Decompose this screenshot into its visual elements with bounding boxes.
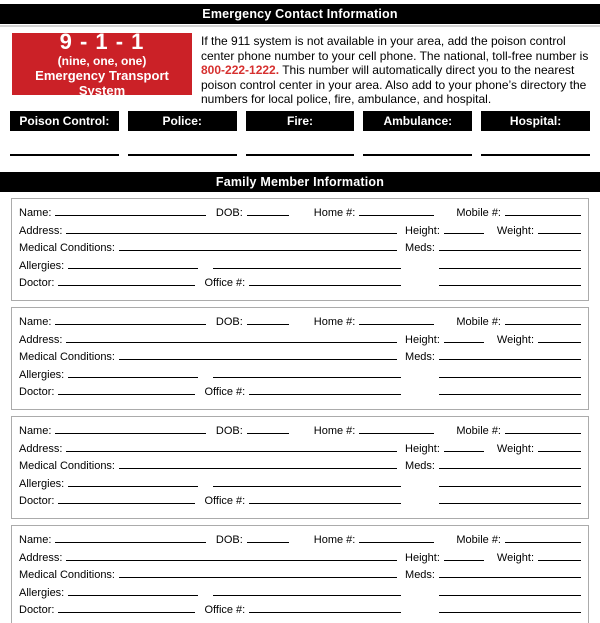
allergies-row (19, 367, 581, 385)
meds-field-line (439, 359, 581, 360)
allergies-label: Allergies: (19, 477, 65, 490)
dob-label: DOB: (215, 425, 243, 437)
emergency-911-caption: Emergency Transport System (35, 68, 169, 98)
address-row (19, 223, 581, 241)
office-phone-field-line (249, 285, 401, 286)
height-field-line (444, 560, 484, 561)
contact-col-police (128, 111, 237, 156)
doctor-label: Doctor: (19, 277, 55, 290)
doctor-label: Doctor: (19, 386, 55, 399)
medical-conditions-field-line (119, 468, 397, 469)
weight-field-line (538, 342, 581, 343)
allergies-row (19, 258, 581, 276)
home-phone-label: Home #: (313, 425, 356, 437)
contact-col-ambulance (363, 111, 472, 156)
emergency-911-subtitle: (nine, one, one) (57, 54, 147, 68)
top-section (0, 27, 600, 111)
name-label: Name: (19, 207, 52, 219)
medical-conditions-label: Medical Conditions: (19, 242, 115, 255)
medical-conditions-row (19, 567, 581, 585)
weight-label: Weight: (496, 224, 534, 237)
mobile-phone-label: Mobile #: (456, 425, 501, 437)
name-label: Name: (19, 316, 52, 328)
height-label: Height: (405, 551, 440, 564)
doctor-row (19, 384, 581, 402)
weight-field-line (538, 560, 581, 561)
home-phone-field-line (359, 324, 434, 325)
address-label: Address: (19, 442, 63, 455)
poison-control-fill-line (10, 154, 119, 156)
mobile-phone-field-line (505, 542, 581, 543)
allergies-continuation-line (213, 268, 401, 269)
meds-continuation-line-1 (439, 595, 581, 596)
allergies-row (19, 476, 581, 494)
mobile-phone-field-line (505, 324, 581, 325)
mobile-phone-label: Mobile #: (456, 207, 501, 219)
instructions-text-after: This number will automatically direct you to the nearest poison control center in your area. Also add to your phone’s directory the numbers for local police, fire, ambulance, and hospital. (201, 63, 587, 107)
address-field-line (66, 560, 397, 561)
medical-conditions-label: Medical Conditions: (19, 351, 115, 364)
doctor-label: Doctor: (19, 604, 55, 617)
address-field-line (66, 451, 397, 452)
medical-conditions-label: Medical Conditions: (19, 460, 115, 473)
dob-field-line (247, 324, 289, 325)
address-label: Address: (19, 551, 63, 564)
address-label: Address: (19, 224, 63, 237)
dob-label: DOB: (215, 534, 243, 546)
mobile-phone-label: Mobile #: (456, 316, 501, 328)
office-phone-label: Office #: (204, 604, 246, 617)
contact-label-poison-control: Poison Control: (10, 111, 119, 131)
office-phone-field-line (249, 394, 401, 395)
office-phone-label: Office #: (204, 277, 246, 290)
allergies-field-line (68, 595, 198, 596)
doctor-row (19, 602, 581, 620)
meds-field-line (439, 468, 581, 469)
family-member-block (11, 307, 589, 410)
family-members-list (11, 198, 589, 623)
allergies-field-line (68, 486, 198, 487)
dob-label: DOB: (215, 207, 243, 219)
address-row (19, 550, 581, 568)
dob-label: DOB: (215, 316, 243, 328)
dob-field-line (247, 433, 289, 434)
doctor-row (19, 493, 581, 511)
contact-labels-row (10, 111, 590, 156)
address-row (19, 441, 581, 459)
name-field-line (55, 215, 205, 216)
name-label: Name: (19, 534, 52, 546)
family-header-title: Family Member Information (215, 175, 385, 189)
height-field-line (444, 342, 484, 343)
contact-col-hospital (481, 111, 590, 156)
address-label: Address: (19, 333, 63, 346)
allergies-row (19, 585, 581, 603)
office-phone-label: Office #: (204, 386, 246, 399)
emergency-911-number: 9 - 1 - 1 (59, 29, 145, 54)
doctor-field-line (58, 394, 195, 395)
meds-continuation-line-2 (439, 285, 581, 286)
allergies-field-line (68, 268, 198, 269)
height-field-line (444, 451, 484, 452)
contact-label-hospital: Hospital: (481, 111, 590, 131)
office-phone-label: Office #: (204, 495, 246, 508)
family-header-bar (0, 172, 600, 192)
allergies-label: Allergies: (19, 368, 65, 381)
medical-conditions-label: Medical Conditions: (19, 569, 115, 582)
height-label: Height: (405, 442, 440, 455)
name-row (19, 532, 581, 550)
allergies-continuation-line (213, 377, 401, 378)
hospital-fill-line (481, 154, 590, 156)
ambulance-fill-line (363, 154, 472, 156)
contact-col-fire (246, 111, 355, 156)
meds-label: Meds: (405, 569, 435, 582)
height-label: Height: (405, 333, 440, 346)
name-field-line (55, 324, 205, 325)
police-fill-line (128, 154, 237, 156)
office-phone-field-line (249, 503, 401, 504)
meds-continuation-line-2 (439, 394, 581, 395)
allergies-field-line (68, 377, 198, 378)
doctor-field-line (58, 612, 195, 613)
meds-label: Meds: (405, 351, 435, 364)
allergies-continuation-line (213, 486, 401, 487)
address-row (19, 332, 581, 350)
contact-label-police: Police: (128, 111, 237, 131)
contact-label-ambulance: Ambulance: (363, 111, 472, 131)
mobile-phone-field-line (505, 433, 581, 434)
weight-label: Weight: (496, 442, 534, 455)
meds-continuation-line-1 (439, 377, 581, 378)
family-member-block (11, 525, 589, 623)
contact-label-fire: Fire: (246, 111, 355, 131)
doctor-field-line (58, 285, 195, 286)
fire-fill-line (246, 154, 355, 156)
poison-control-phone-number: 800-222-1222. (201, 63, 280, 78)
emergency-911-box (12, 29, 192, 98)
meds-continuation-line-2 (439, 503, 581, 504)
mobile-phone-field-line (505, 215, 581, 216)
dob-field-line (247, 542, 289, 543)
home-phone-label: Home #: (313, 534, 356, 546)
name-row (19, 205, 581, 223)
name-row (19, 423, 581, 441)
emergency-header-bar (0, 4, 600, 24)
allergies-label: Allergies: (19, 586, 65, 599)
home-phone-label: Home #: (313, 207, 356, 219)
home-phone-field-line (359, 433, 434, 434)
meds-continuation-line-2 (439, 612, 581, 613)
medical-conditions-field-line (119, 250, 397, 251)
instructions-text-before: If the 911 system is not available in your area, add the poison control center phone number to your cell phone. The national, toll-free number is (201, 34, 589, 63)
meds-label: Meds: (405, 460, 435, 473)
name-row (19, 314, 581, 332)
medical-conditions-row (19, 458, 581, 476)
allergies-continuation-line (213, 595, 401, 596)
poison-control-instructions (201, 33, 590, 111)
weight-label: Weight: (496, 333, 534, 346)
height-label: Height: (405, 224, 440, 237)
home-phone-label: Home #: (313, 316, 356, 328)
meds-label: Meds: (405, 242, 435, 255)
doctor-row (19, 275, 581, 293)
medical-conditions-field-line (119, 577, 397, 578)
contact-col-poison-control (10, 111, 119, 156)
weight-field-line (538, 233, 581, 234)
family-member-block (11, 416, 589, 519)
name-field-line (55, 542, 205, 543)
weight-label: Weight: (496, 551, 534, 564)
address-field-line (66, 233, 397, 234)
meds-continuation-line-1 (439, 486, 581, 487)
meds-field-line (439, 577, 581, 578)
meds-continuation-line-1 (439, 268, 581, 269)
family-member-block (11, 198, 589, 301)
medical-conditions-field-line (119, 359, 397, 360)
home-phone-field-line (359, 542, 434, 543)
office-phone-field-line (249, 612, 401, 613)
doctor-field-line (58, 503, 195, 504)
emergency-header-title: Emergency Contact Information (202, 7, 398, 21)
name-field-line (55, 433, 205, 434)
doctor-label: Doctor: (19, 495, 55, 508)
address-field-line (66, 342, 397, 343)
name-label: Name: (19, 425, 52, 437)
dob-field-line (247, 215, 289, 216)
home-phone-field-line (359, 215, 434, 216)
mobile-phone-label: Mobile #: (456, 534, 501, 546)
medical-conditions-row (19, 240, 581, 258)
medical-conditions-row (19, 349, 581, 367)
meds-field-line (439, 250, 581, 251)
allergies-label: Allergies: (19, 259, 65, 272)
weight-field-line (538, 451, 581, 452)
height-field-line (444, 233, 484, 234)
